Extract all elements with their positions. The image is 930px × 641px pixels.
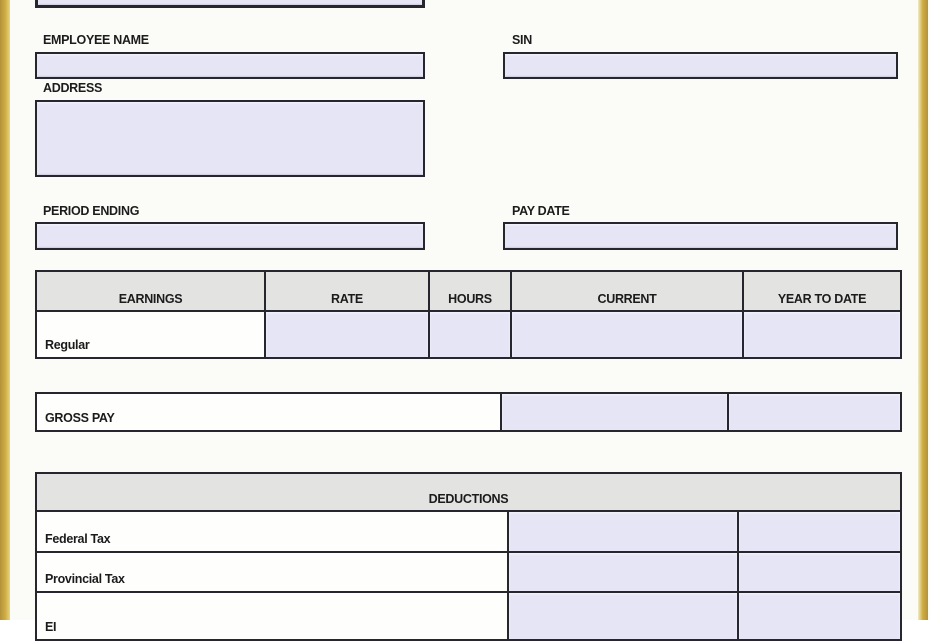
ei-year-to-date-input[interactable] — [738, 592, 901, 640]
gross-pay-current-input[interactable] — [501, 393, 728, 431]
ei-current-input[interactable] — [508, 592, 738, 640]
year-to-date-header: YEAR TO DATE — [743, 271, 901, 311]
regular-current-input[interactable] — [511, 311, 743, 358]
earnings-row-label: Regular — [36, 311, 265, 358]
regular-hours-input[interactable] — [429, 311, 511, 358]
period-ending-label: PERIOD ENDING — [43, 204, 140, 218]
deduction-row-ei — [36, 592, 901, 640]
page-border-right — [918, 0, 928, 620]
deduction-row-federal-tax — [36, 511, 901, 552]
pay-date-input[interactable] — [503, 222, 898, 250]
deduction-row-label: Federal Tax — [36, 511, 508, 552]
earnings-header: EARNINGS — [36, 271, 265, 311]
provincial-tax-current-input[interactable] — [508, 552, 738, 592]
hours-header: HOURS — [429, 271, 511, 311]
period-ending-input[interactable] — [35, 222, 425, 250]
deduction-row-label: EI — [36, 592, 508, 640]
earnings-row-regular — [36, 311, 901, 358]
top-partial-input[interactable] — [35, 0, 425, 8]
rate-header: RATE — [265, 271, 429, 311]
deductions-header: DEDUCTIONS — [36, 473, 901, 511]
address-textarea[interactable] — [35, 100, 425, 177]
page-border-left — [0, 0, 10, 620]
gross-pay-year-to-date-input[interactable] — [728, 393, 901, 431]
employee-name-input[interactable] — [35, 52, 425, 79]
gross-pay-label: GROSS PAY — [36, 393, 501, 431]
current-header: CURRENT — [511, 271, 743, 311]
regular-year-to-date-input[interactable] — [743, 311, 901, 358]
federal-tax-year-to-date-input[interactable] — [738, 511, 901, 552]
pay-date-label: PAY DATE — [512, 204, 570, 218]
deduction-row-label: Provincial Tax — [36, 552, 508, 592]
employee-name-label: EMPLOYEE NAME — [43, 33, 149, 47]
federal-tax-current-input[interactable] — [508, 511, 738, 552]
address-label: ADDRESS — [43, 81, 103, 95]
gross-pay-row — [35, 392, 902, 432]
deductions-table — [35, 472, 902, 641]
sin-input[interactable] — [503, 52, 898, 79]
earnings-table — [35, 270, 902, 359]
provincial-tax-year-to-date-input[interactable] — [738, 552, 901, 592]
regular-rate-input[interactable] — [265, 311, 429, 358]
sin-label: SIN — [512, 33, 532, 47]
deduction-row-provincial-tax — [36, 552, 901, 592]
